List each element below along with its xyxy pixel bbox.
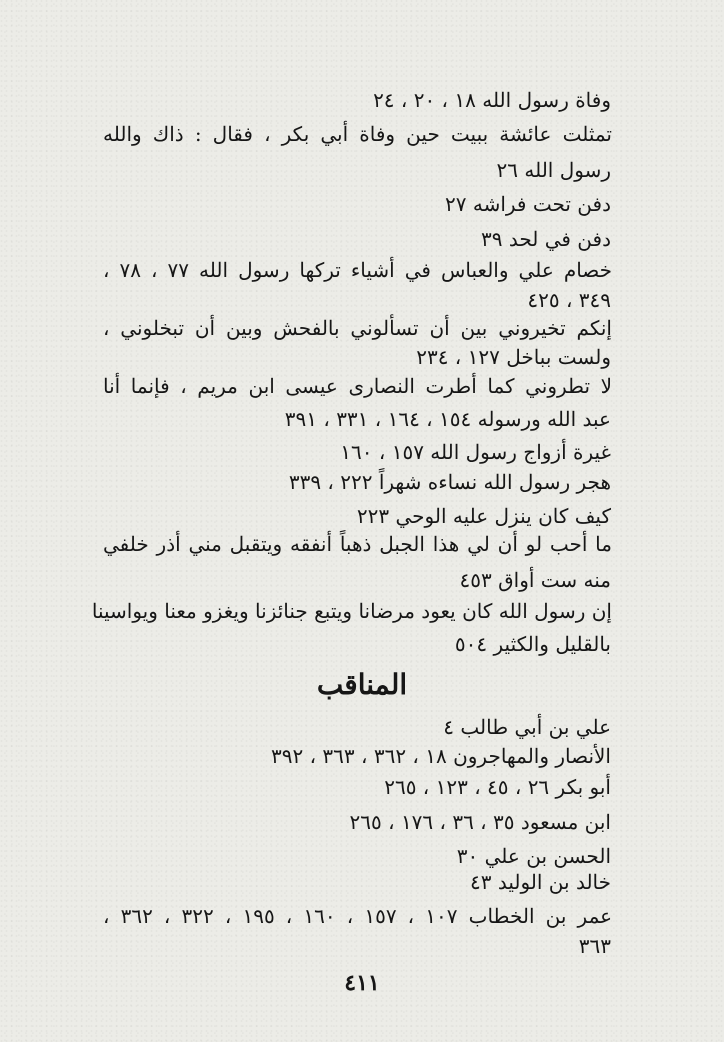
index-entry-line: ما أحب لو أن لي هذا الجبل ذهباً أنفقه ويتقبل مني أذر خلفي (103, 532, 612, 556)
index-entry-line: دفن في لحد ٣٩ (481, 227, 611, 251)
index-entry-line: عبد الله ورسوله ١٥٤ ، ١٦٤ ، ٣٣١ ، ٣٩١ (284, 407, 611, 431)
index-entry-line: بالقليل والكثير ٥٠٤ (454, 632, 611, 656)
page-number: ٤١١ (344, 970, 380, 996)
index-entry-line: منه ست أواق ٤٥٣ (459, 568, 611, 592)
index-entry-line: كيف كان ينزل عليه الوحي ٢٢٣ (356, 504, 611, 528)
index-entry-line: ٣٤٩ ، ٤٢٥ (527, 288, 611, 312)
index-entry-line: إن رسول الله كان يعود مرضانا ويتبع جنائزنا ويغزو معنا ويواسينا (91, 599, 612, 623)
index-entry-line: علي بن أبي طالب ٤ (443, 715, 611, 739)
index-entry-line: دفن تحت فراشه ٢٧ (445, 192, 611, 216)
index-entry-line: عمر بن الخطاب ١٠٧ ، ١٥٧ ، ١٦٠ ، ١٩٥ ، ٣٢٢ ، ٣٦٢ ، (103, 904, 613, 928)
index-entry-line: خالد بن الوليد ٤٣ (469, 870, 611, 894)
index-entry-line: لا تطروني كما أطرت النصارى عيسى ابن مريم ، فإنما أنا (103, 374, 612, 398)
index-entry-line: أبو بكر ٢٦ ، ٤٥ ، ١٢٣ ، ٢٦٥ (384, 775, 611, 799)
index-entry-line: غيرة أزواج رسول الله ١٥٧ ، ١٦٠ (340, 440, 611, 464)
index-entry-line: هجر رسول الله نساءه شهراً ٢٢٢ ، ٣٣٩ (288, 470, 611, 494)
index-entry-line: تمثلت عائشة ببيت حين وفاة أبي بكر ، فقال : ذاك والله (103, 122, 612, 146)
index-entry-line: وفاة رسول الله ١٨ ، ٢٠ ، ٢٤ (373, 88, 611, 112)
index-entry-line: خصام علي والعباس في أشياء تركها رسول الله ٧٧ ، ٧٨ ، (103, 258, 612, 282)
index-entry-line: إنكم تخيروني بين أن تسألوني بالفحش وبين أن تبخلوني ، (103, 316, 612, 340)
index-entry-line: ابن مسعود ٣٥ ، ٣٦ ، ١٧٦ ، ٢٦٥ (349, 810, 611, 834)
index-entry-line: ولست بباخل ١٢٧ ، ٢٣٤ (416, 345, 611, 369)
index-entry-line: الأنصار والمهاجرون ١٨ ، ٣٦٢ ، ٣٦٣ ، ٣٩٢ (271, 744, 611, 768)
index-entry-line: الحسن بن علي ٣٠ (456, 844, 611, 868)
section-heading: المناقب (316, 668, 408, 701)
index-entry-line: رسول الله ٢٦ (496, 158, 611, 182)
index-entry-line: ٣٦٣ (578, 934, 611, 958)
